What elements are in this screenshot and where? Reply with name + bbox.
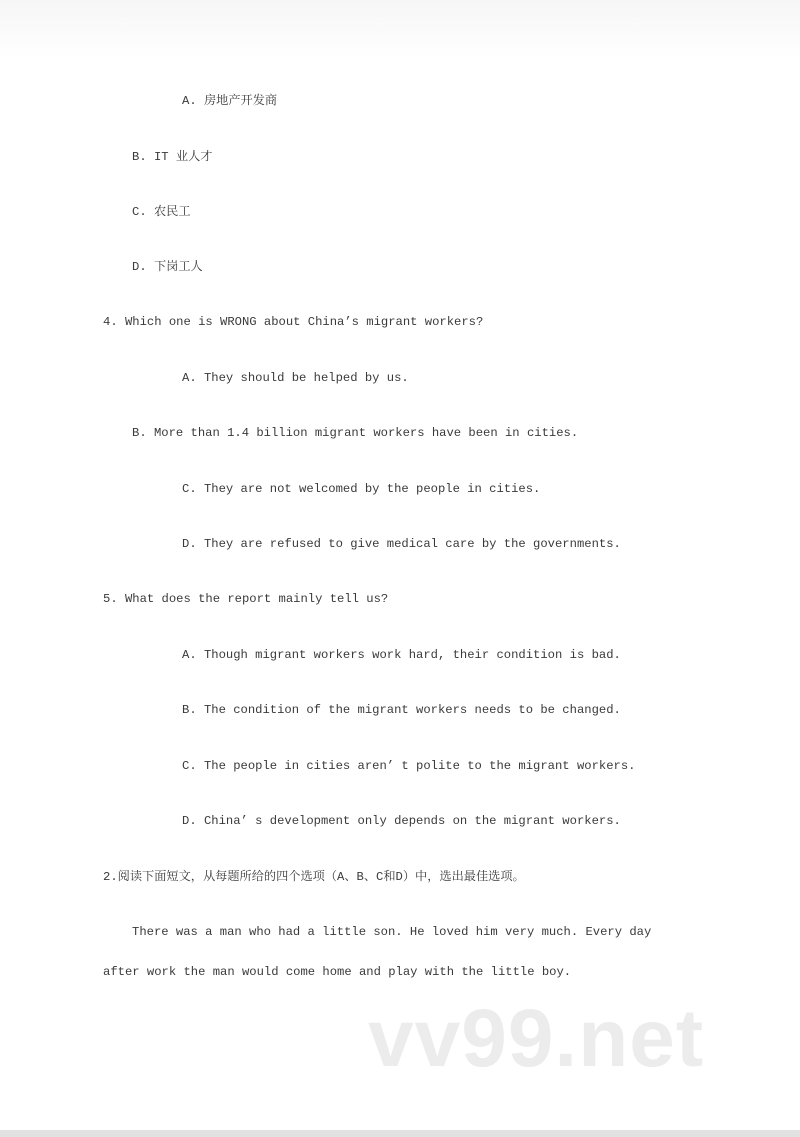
q4-option-b: B. More than 1.4 billion migrant workers have been in cities. (132, 426, 579, 440)
q4-option-c: C. They are not welcomed by the people in cities. (182, 482, 541, 496)
q3-option-d: D. 下岗工人 (132, 260, 203, 274)
passage-line-1: There was a man who had a little son. He loved him very much. Every day (132, 925, 652, 939)
q5-option-b: B. The condition of the migrant workers needs to be changed. (182, 703, 621, 717)
q5-option-a: A. Though migrant workers work hard, their condition is bad. (182, 648, 621, 662)
q4-option-d: D. They are refused to give medical care by the governments. (182, 537, 621, 551)
page-bottom-edge (0, 1130, 800, 1137)
watermark: vv99.net (368, 993, 705, 1084)
q5-option-c: C. The people in cities aren’ t polite to the migrant workers. (182, 759, 636, 773)
q3-option-a: A. 房地产开发商 (182, 94, 278, 108)
page-top-shade (0, 0, 800, 60)
q3-option-b: B. IT 业人才 (132, 150, 213, 164)
q4-option-a: A. They should be helped by us. (182, 371, 409, 385)
q3-option-c: C. 农民工 (132, 205, 191, 219)
passage-line-2: after work the man would come home and play with the little boy. (103, 965, 572, 979)
q5-question: 5. What does the report mainly tell us? (103, 592, 389, 606)
q4-question: 4. Which one is WRONG about China’s migrant workers? (103, 315, 484, 329)
q5-option-d: D. China’ s development only depends on the migrant workers. (182, 814, 621, 828)
section-2-instruction: 2.阅读下面短文，从每题所给的四个选项（A、B、C和D）中，选出最佳选项。 (103, 870, 525, 884)
